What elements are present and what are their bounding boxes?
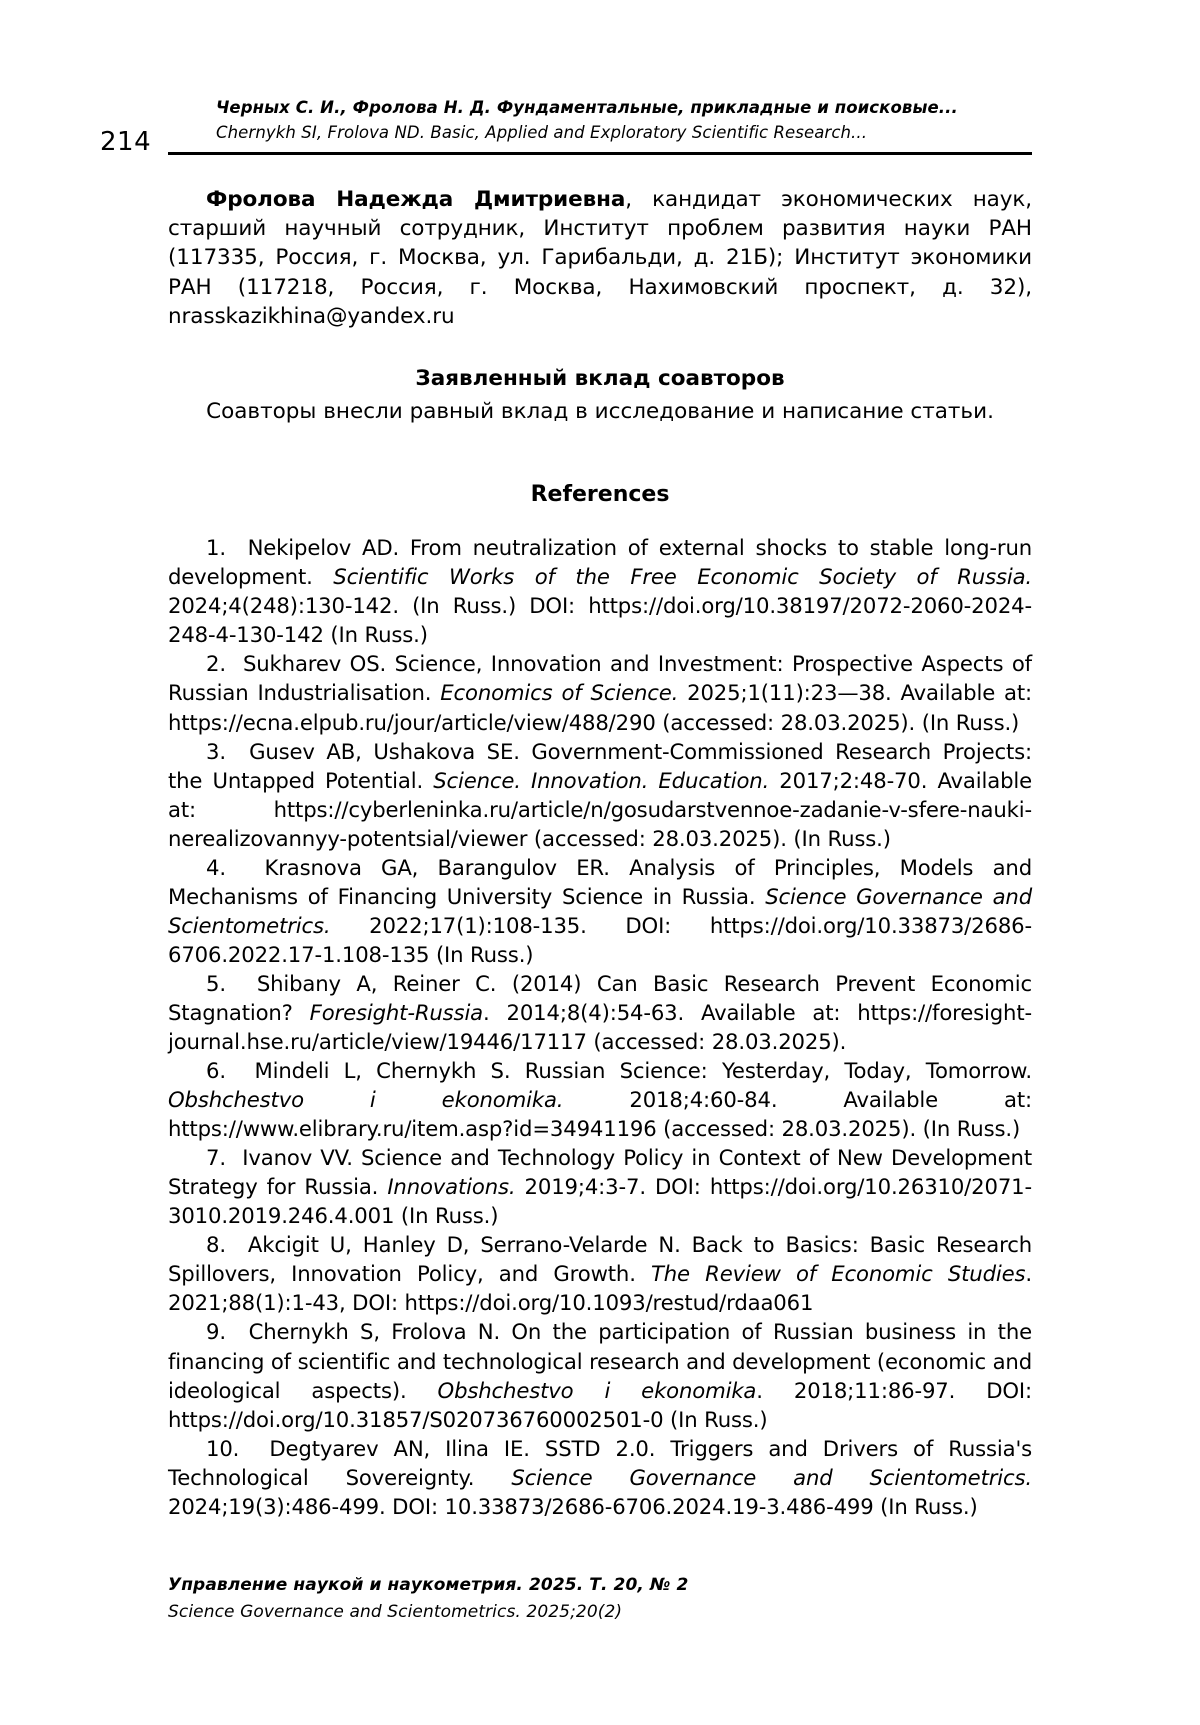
reference-item [168, 649, 1032, 736]
reference-text-part: Sukharev OS. Science, Innovation and Investment: Prospective Aspects of Russian Industrialisation. [168, 651, 1032, 706]
footer-journal-en: Science Governance and Scientometrics. 2025;20(2) [168, 1602, 623, 1623]
reference-number: 5. [206, 970, 257, 996]
reference-text-part: Science. Innovation. Education. [433, 767, 770, 793]
reference-text-part: Ivanov VV. Science and Technology Policy in Context of New Development Strategy for Russia. [168, 1145, 1032, 1200]
reference-item [168, 969, 1032, 1056]
footer-journal-ru: Управление наукой и наукометрия. 2025. Т. 20, № 2 [168, 1575, 689, 1595]
running-head [100, 96, 1032, 157]
reference-text-part: Degtyarev AN, Ilina IE. SSTD 2.0. Triggers and Drivers of Russia's Technological Sovereignty. [168, 1435, 1033, 1490]
reference-number: 3. [206, 738, 250, 764]
page-content [100, 96, 1033, 1521]
reference-text-part: 2024;19(3):486-499. DOI: 10.33873/2686-6706.2024.19-3.486-499 (In Russ.) [168, 1493, 978, 1519]
reference-item [168, 533, 1032, 649]
reference-text-part: Science Governance and Scientometrics. [168, 883, 1032, 938]
reference-text-part: Economics of Science. [440, 680, 679, 706]
references-heading: References [530, 482, 670, 508]
contribution-heading: Заявленный вклад соавторов [415, 365, 785, 391]
reference-text-part: The Review of Economic Studies [650, 1261, 1026, 1287]
reference-item [168, 1317, 1032, 1433]
reference-text-part: . 2018;11:86-97. DOI: https://doi.org/10.31857/S020736760002501-0 (In Russ.) [168, 1377, 1032, 1432]
reference-text-part: . 2021;88(1):1-43, DOI: https://doi.org/10.1093/restud/rdaa061 [168, 1261, 1032, 1316]
reference-number: 9. [206, 1319, 249, 1345]
author-name: Фролова Надежда Дмитриевна [206, 186, 626, 212]
reference-text-part: Obshchestvo i ekonomika. [168, 1087, 564, 1113]
reference-number: 8. [206, 1232, 248, 1258]
reference-text-part: Science Governance and Scientometrics. [511, 1464, 1032, 1490]
reference-text-part: Foresight-Russia [309, 999, 484, 1025]
running-head-line-ru: Черных С. И., Фролова Н. Д. Фундаментальные, прикладные и поисковые... [216, 98, 958, 117]
reference-number: 10. [206, 1435, 270, 1461]
reference-text-part: Nekipelov AD. From neutralization of external shocks to stable long-run development. [168, 535, 1033, 590]
author-info [168, 185, 1032, 332]
reference-item [168, 1143, 1032, 1230]
references-list [168, 533, 1032, 1521]
reference-text-part: 2025;1(11):23—38. Available at: https://ecna.elpub.ru/jour/article/view/488/290 (accessed: 28.03.2025). (In Russ.) [168, 680, 1033, 735]
reference-item [168, 853, 1032, 969]
reference-text-part: Akcigit U, Hanley D, Serrano-Velarde N. Back to Basics: Basic Research Spillovers, Innovation Policy, and Growth. [168, 1232, 1032, 1287]
reference-text-part: 2017;2:48-70. Available at: https://cyberleninka.ru/article/n/gosudarstvennoe-zadanie-v-sfere-nauki-nerealizovannyy-potentsial/viewer (accessed: 28.03.2025). (In Russ.) [168, 767, 1032, 851]
page-footer [168, 1572, 1032, 1626]
reference-text-part: 2022;17(1):108-135. DOI: https://doi.org/10.33873/2686-6706.2022.17-1.108-135 (In Russ.) [168, 912, 1032, 967]
reference-text-part: Mindeli L, Chernykh S. Russian Science: Yesterday, Today, Tomorrow. [254, 1058, 1032, 1084]
running-head-lines [168, 96, 1032, 146]
reference-text-part: Chernykh S, Frolova N. On the participation of Russian business in the financing of scientific and technological research and development (economic and ideological aspects). [168, 1319, 1032, 1403]
author-affiliation: , кандидат экономических наук, старший научный сотрудник, Институт проблем развития науки РАН (117335, Россия, г. Москва, ул. Гарибальди, д. 21Б); Институт экономики РАН (117218, Россия, г. Москва, Нахимовский проспект, д. 32), nrasskazikhina@yandex.ru [168, 186, 1032, 330]
reference-item [168, 1434, 1032, 1521]
reference-text-part: Obshchestvo i ekonomika [437, 1377, 757, 1403]
reference-item [168, 1230, 1032, 1317]
reference-text-part: Innovations. [387, 1174, 516, 1200]
reference-text-part: . 2014;8(4):54-63. Available at: https://foresight-journal.hse.ru/article/view/19446/17117 (accessed: 28.03.2025). [168, 999, 1032, 1055]
reference-text-part: 2024;4(248):130-142. (In Russ.) DOI: https://doi.org/10.38197/2072-2060-2024-248-4-130-142 (In Russ.) [168, 593, 1032, 648]
reference-number: 1. [206, 535, 248, 561]
reference-number: 2. [206, 651, 243, 677]
reference-text-part: 2018;4:60-84. Available at: https://www.elibrary.ru/item.asp?id=34941196 (accessed: 28.03.2025). (In Russ.) [168, 1087, 1032, 1142]
reference-item [168, 1056, 1032, 1143]
header-divider [168, 152, 1032, 155]
page-number: 214 [100, 127, 152, 157]
reference-item [168, 737, 1032, 853]
reference-text-part: Shibany A, Reiner C. (2014) Can Basic Research Prevent Economic Stagnation? [168, 970, 1032, 1025]
reference-number: 4. [206, 854, 265, 880]
reference-text-part: Scientific Works of the Free Economic Society of Russia. [333, 564, 1032, 590]
reference-text-part: Krasnova GA, Barangulov ER. Analysis of Principles, Models and Mechanisms of Financing University Science in Russia. [168, 854, 1032, 909]
reference-text-part: Gusev AB, Ushakova SE. Government-Commissioned Research Projects: the Untapped Potential. [168, 738, 1032, 793]
reference-number: 7. [206, 1145, 243, 1171]
running-head-line-en: Chernykh SI, Frolova ND. Basic, Applied and Exploratory Scientific Research... [216, 122, 868, 142]
reference-text-part: 2019;4:3-7. DOI: https://doi.org/10.26310/2071-3010.2019.246.4.001 (In Russ.) [168, 1174, 1032, 1229]
contribution-text: Соавторы внесли равный вклад в исследование и написание статьи. [206, 398, 994, 424]
reference-number: 6. [206, 1058, 255, 1084]
